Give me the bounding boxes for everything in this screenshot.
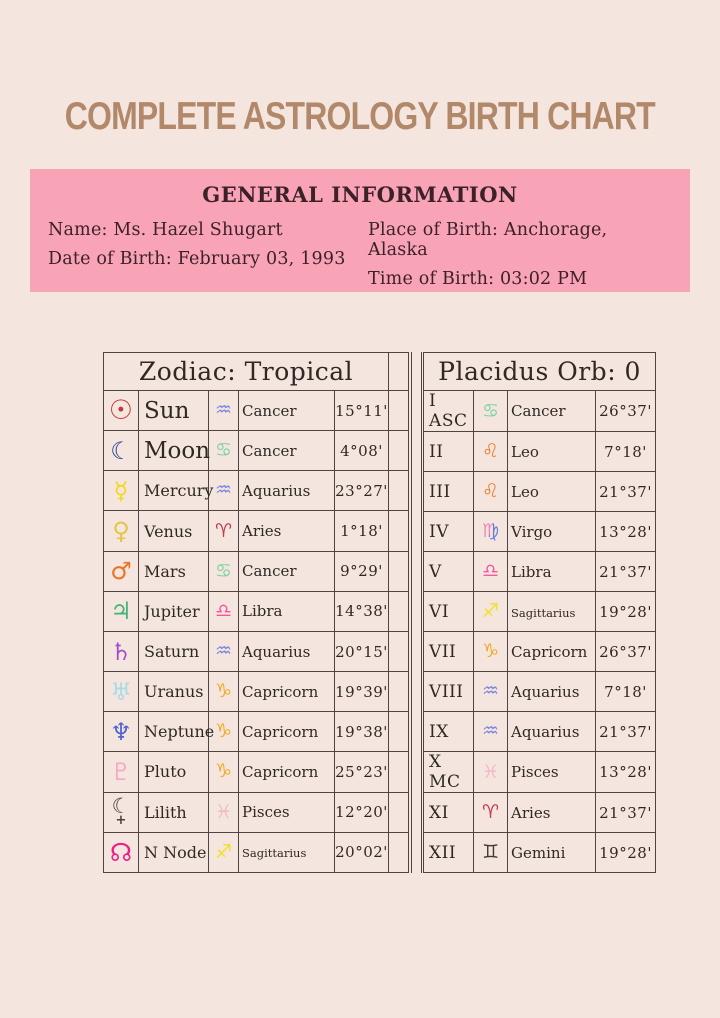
- mercury-icon: ☿: [113, 476, 129, 505]
- planet-name: Sun: [144, 397, 190, 424]
- house-label: XI: [429, 802, 449, 823]
- jupiter-icon: ♃: [110, 597, 132, 626]
- house-row: [424, 632, 656, 672]
- venus-icon: ♀: [112, 517, 130, 546]
- sign-name: Pisces: [242, 803, 290, 822]
- sign-name: Virgo: [511, 522, 553, 541]
- house-row: [424, 391, 656, 432]
- degrees-value: 1°18': [340, 522, 383, 541]
- planet-name: Moon: [144, 437, 211, 464]
- sign-name: Capricorn: [242, 722, 319, 741]
- sign-name: Aquarius: [511, 682, 580, 701]
- name-field: Name: Ms. Hazel Shugart: [48, 220, 283, 240]
- sagittarius-icon: ♐: [482, 600, 500, 622]
- planet-name: Lilith: [144, 802, 187, 822]
- zodiac-row: [104, 391, 409, 431]
- house-label: XII: [429, 842, 457, 863]
- aquarius-icon: ♒: [482, 680, 500, 702]
- moon-icon: ☾: [110, 436, 132, 465]
- planet-name: Mercury: [144, 481, 214, 501]
- general-info-heading: GENERAL INFORMATION: [202, 182, 518, 207]
- row-spacer-cell: [389, 631, 409, 671]
- sign-name: Leo: [511, 482, 539, 501]
- capricorn-icon: ♑: [214, 720, 233, 743]
- aries-icon: ♈: [214, 519, 233, 542]
- aquarius-icon: ♒: [214, 479, 233, 502]
- aries-icon: ♈: [482, 801, 500, 823]
- zodiac-row: [104, 631, 409, 671]
- house-row: [424, 432, 656, 472]
- house-label: V: [429, 561, 442, 582]
- degrees-value: 21°37': [599, 482, 652, 501]
- zodiac-row: [104, 431, 409, 471]
- planet-name: Neptune: [144, 722, 215, 742]
- sign-name: Aquarius: [242, 642, 311, 661]
- capricorn-icon: ♑: [482, 640, 500, 662]
- capricorn-icon: ♑: [214, 760, 233, 783]
- degrees-value: 19°39': [335, 682, 388, 701]
- degrees-value: 21°37': [599, 562, 652, 581]
- degrees-value: 26°37': [599, 642, 652, 661]
- house-row: [424, 672, 656, 712]
- sign-name: Cancer: [242, 441, 297, 460]
- sign-name: Cancer: [242, 401, 297, 420]
- aquarius-icon: ♒: [214, 640, 233, 663]
- zodiac-row: [104, 752, 409, 792]
- capricorn-icon: ♑: [214, 680, 233, 703]
- pisces-icon: ♓: [214, 800, 233, 823]
- planet-name: Jupiter: [144, 601, 200, 621]
- row-spacer-cell: [389, 551, 409, 591]
- page-title-text: COMPLETE ASTROLOGY BIRTH CHART: [64, 95, 656, 138]
- uranus-icon: ♅: [110, 677, 132, 706]
- house-row: [424, 793, 656, 833]
- table-divider: [411, 352, 422, 873]
- aquarius-icon: ♒: [214, 399, 233, 422]
- cancer-icon: ♋: [214, 559, 233, 582]
- degrees-value: 19°28': [599, 602, 652, 621]
- house-label: II: [429, 441, 444, 462]
- house-label: VII: [429, 641, 457, 662]
- planet-name: N Node: [144, 842, 207, 862]
- house-row: [424, 472, 656, 512]
- zodiac-header-spacer-cell: [389, 353, 409, 391]
- zodiac-row: [104, 712, 409, 752]
- degrees-value: 21°37': [599, 803, 652, 822]
- chart-tables: [103, 352, 720, 873]
- planet-name: Uranus: [144, 682, 204, 702]
- sign-name: Aquarius: [242, 481, 311, 500]
- row-spacer-cell: [389, 471, 409, 511]
- sign-name: Capricorn: [242, 762, 319, 781]
- saturn-icon: ♄: [110, 637, 132, 666]
- house-row: [424, 712, 656, 752]
- planet-name: Venus: [144, 521, 193, 541]
- house-label: VI: [429, 601, 450, 622]
- degrees-value: 19°38': [335, 722, 388, 741]
- libra-icon: ♎: [214, 599, 233, 622]
- sign-name: Aries: [511, 803, 551, 822]
- planet-name: Pluto: [144, 762, 187, 782]
- house-row: [424, 512, 656, 552]
- degrees-value: 7°18': [604, 682, 647, 701]
- zodiac-row: [104, 672, 409, 712]
- zodiac-table-header: Zodiac: Tropical: [104, 353, 389, 391]
- row-spacer-cell: [389, 511, 409, 551]
- degrees-value: 13°28': [599, 522, 652, 541]
- sign-name: Cancer: [511, 402, 566, 420]
- degrees-value: 4°08': [340, 441, 383, 460]
- sun-icon: ☉: [108, 395, 134, 427]
- degrees-value: 21°37': [599, 722, 652, 741]
- sign-name: Capricorn: [511, 642, 588, 661]
- leo-icon: ♌: [482, 440, 500, 462]
- zodiac-table: [103, 352, 409, 873]
- neptune-icon: ♆: [110, 717, 132, 746]
- sign-name: Cancer: [242, 562, 297, 581]
- time-of-birth-field: Time of Birth: 03:02 PM: [368, 269, 588, 289]
- degrees-value: 20°02': [335, 843, 388, 862]
- virgo-icon: ♍: [482, 520, 500, 542]
- sign-name: Libra: [511, 562, 552, 581]
- degrees-value: 14°38': [335, 602, 388, 621]
- degrees-value: 20°15': [335, 642, 388, 661]
- planet-name: Saturn: [144, 642, 200, 662]
- degrees-value: 25°23': [335, 762, 388, 781]
- info-column-right: [368, 220, 672, 298]
- house-label: I ASC: [429, 391, 468, 431]
- gemini-icon: ♊: [482, 841, 500, 863]
- date-of-birth-field: Date of Birth: February 03, 1993: [48, 249, 346, 269]
- house-row: [424, 592, 656, 632]
- sign-name: Leo: [511, 442, 539, 461]
- sign-name: Pisces: [511, 763, 559, 781]
- degrees-value: 13°28': [599, 763, 652, 781]
- sagittarius-icon: ♐: [214, 840, 233, 863]
- libra-icon: ♎: [482, 560, 500, 582]
- degrees-value: 19°28': [599, 843, 652, 862]
- pluto-icon: ♇: [110, 757, 132, 786]
- cancer-icon: ♋: [482, 399, 500, 422]
- sign-name: Aries: [242, 522, 282, 541]
- page-title: [0, 0, 720, 136]
- degrees-value: 23°27': [335, 481, 388, 500]
- house-label: IV: [429, 521, 450, 542]
- house-label: III: [429, 481, 451, 502]
- house-label: VIII: [429, 681, 464, 702]
- degrees-value: 26°37': [599, 402, 652, 420]
- row-spacer-cell: [389, 591, 409, 631]
- row-spacer-cell: [389, 431, 409, 471]
- row-spacer-cell: [389, 792, 409, 832]
- sign-name: Capricorn: [242, 682, 319, 701]
- north-node-icon: ☊: [109, 837, 133, 867]
- sign-name: Libra: [242, 602, 283, 621]
- planet-name: Mars: [144, 561, 186, 581]
- zodiac-row: [104, 551, 409, 591]
- sign-name: Gemini: [511, 843, 566, 862]
- zodiac-row: [104, 471, 409, 511]
- house-label: IX: [429, 721, 449, 742]
- house-row: [424, 552, 656, 592]
- houses-table-header: Placidus Orb: 0: [424, 353, 656, 391]
- general-info-fields: [48, 220, 672, 298]
- zodiac-row: [104, 511, 409, 551]
- row-spacer-cell: [389, 391, 409, 431]
- degrees-value: 15°11': [335, 401, 388, 420]
- cancer-icon: ♋: [214, 439, 233, 462]
- house-row: [424, 833, 656, 873]
- house-label: X MC: [429, 752, 461, 792]
- house-row: [424, 752, 656, 793]
- sign-name: Aquarius: [511, 722, 580, 741]
- lilith-icon: ☾ +: [112, 799, 131, 826]
- houses-table: [423, 352, 656, 873]
- sign-name: Sagittarius: [511, 605, 576, 620]
- zodiac-row: [104, 591, 409, 631]
- info-column-left: [48, 220, 368, 298]
- degrees-value: 7°18': [604, 442, 647, 461]
- row-spacer-cell: [389, 832, 409, 872]
- zodiac-row: [104, 832, 409, 872]
- pisces-icon: ♓: [482, 760, 500, 783]
- degrees-value: 9°29': [340, 562, 383, 581]
- row-spacer-cell: [389, 672, 409, 712]
- degrees-value: 12°20': [335, 803, 388, 822]
- leo-icon: ♌: [482, 480, 500, 502]
- sign-name: Sagittarius: [242, 846, 307, 861]
- general-info-panel: [30, 169, 690, 292]
- row-spacer-cell: [389, 752, 409, 792]
- aquarius-icon: ♒: [482, 720, 500, 742]
- row-spacer-cell: [389, 712, 409, 752]
- zodiac-row: [104, 792, 409, 832]
- mars-icon: ♂: [110, 557, 132, 586]
- place-of-birth-field: Place of Birth: Anchorage, Alaska: [368, 220, 608, 260]
